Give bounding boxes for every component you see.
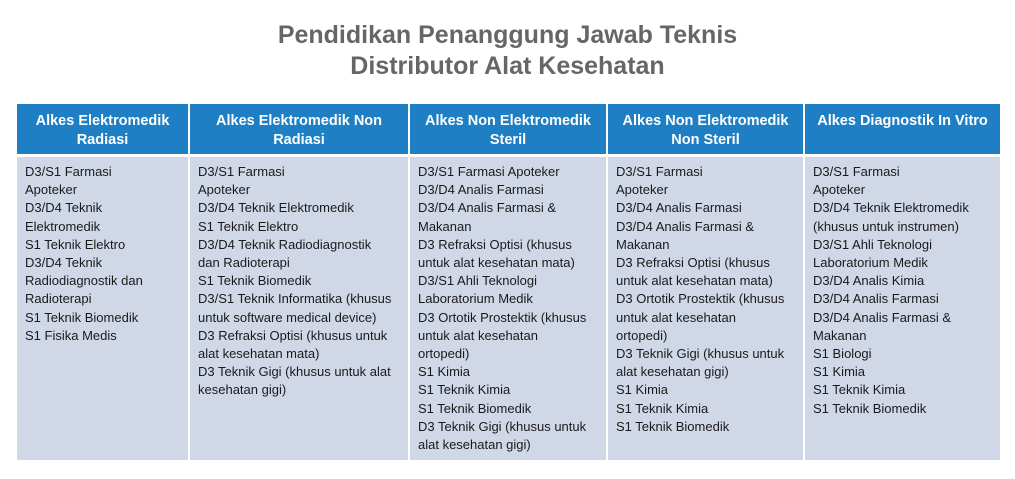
cell-line: S1 Fisika Medis — [25, 327, 117, 343]
cell-line: D3/D4 Teknik — [25, 200, 103, 216]
cell-line: untuk alat kesehatan — [616, 309, 736, 325]
cell-line: D3/S1 Farmasi — [813, 164, 900, 179]
column-header-line: Alkes Elektromedik — [35, 113, 170, 129]
cell-line: D3/S1 Teknik Informatika (khusus — [198, 291, 392, 307]
cell-line: D3 Refraksi Optisi (khusus — [418, 236, 572, 252]
cell-line: D3/D4 Analis Kimia — [813, 273, 925, 289]
table-cell — [607, 156, 804, 461]
cell-line: D3/D4 Teknik Elektromedik — [198, 200, 354, 216]
cell-line: ortopedi) — [616, 327, 668, 343]
cell-line: kesehatan gigi) — [198, 382, 287, 398]
cell-line: S1 Kimia — [616, 382, 669, 398]
cell-line: D3/D4 Teknik Elektromedik — [813, 200, 969, 216]
cell-line: dan Radioterapi — [198, 255, 290, 271]
table-cell — [17, 156, 189, 461]
cell-line: Laboratorium Medik — [418, 291, 533, 307]
column-header — [607, 104, 804, 156]
cell-line: untuk alat kesehatan mata) — [418, 255, 575, 271]
column-header-line: Alkes Non Elektromedik — [622, 113, 789, 129]
cell-line: S1 Teknik Biomedik — [198, 273, 312, 289]
cell-line: D3/D4 Analis Farmasi — [813, 291, 939, 307]
cell-line: Apoteker — [198, 182, 251, 198]
cell-line: D3 Teknik Gigi (khusus untuk — [616, 346, 785, 362]
cell-line: Apoteker — [25, 182, 78, 198]
cell-line: Radioterapi — [25, 291, 92, 307]
column-header — [17, 104, 189, 156]
column-header — [409, 104, 607, 156]
cell-line: Elektromedik — [25, 218, 101, 234]
cell-line: Radiodiagnostik dan — [25, 273, 143, 289]
cell-line: D3 Refraksi Optisi (khusus — [616, 255, 770, 271]
cell-line: D3/D4 Teknik — [25, 255, 103, 271]
cell-line: Laboratorium Medik — [813, 255, 928, 271]
cell-line: alat kesehatan gigi) — [418, 437, 531, 453]
column-header — [804, 104, 1000, 156]
page-title-line-2: Distributor Alat Kesehatan — [350, 52, 665, 80]
cell-line: Makanan — [813, 327, 867, 343]
column-header-line: Radiasi — [76, 132, 129, 148]
cell-line: S1 Teknik Biomedik — [418, 400, 532, 416]
table-cell — [189, 156, 409, 461]
cell-line: D3/D4 Analis Farmasi — [418, 182, 544, 198]
cell-line: (khusus untuk instrumen) — [813, 218, 959, 234]
cell-line: untuk alat kesehatan — [418, 327, 538, 343]
column-header-line: Radiasi — [273, 132, 325, 148]
cell-line: S1 Teknik Elektro — [25, 236, 126, 252]
cell-line: S1 Teknik Kimia — [616, 400, 709, 416]
cell-line: untuk software medical device) — [198, 309, 377, 325]
cell-line: D3/D4 Analis Farmasi & — [616, 218, 754, 234]
page-title — [0, 20, 1015, 82]
table-header-row — [17, 104, 1000, 156]
cell-line: D3/S1 Ahli Teknologi — [418, 273, 538, 289]
column-header-line: Alkes Non Elektromedik — [425, 113, 591, 129]
cell-line: S1 Teknik Biomedik — [616, 418, 730, 434]
cell-line: S1 Kimia — [418, 364, 471, 380]
cell-line: untuk alat kesehatan mata) — [616, 273, 773, 289]
cell-line: D3/D4 Analis Farmasi — [616, 200, 742, 216]
cell-line: Apoteker — [813, 182, 866, 198]
page-title-line-1: Pendidikan Penanggung Jawab Teknis — [277, 21, 738, 49]
cell-line: D3/D4 Analis Farmasi & — [813, 309, 951, 325]
column-header-line: Steril — [489, 132, 527, 148]
cell-line: D3/D4 Analis Farmasi & — [418, 200, 556, 216]
cell-line: alat kesehatan mata) — [198, 346, 320, 362]
cell-line: D3 Teknik Gigi (khusus untuk alat — [198, 364, 391, 380]
table-row — [17, 156, 1000, 461]
cell-line: S1 Teknik Biomedik — [25, 309, 139, 325]
cell-line: D3 Teknik Gigi (khusus untuk — [418, 418, 587, 434]
cell-line: D3 Refraksi Optisi (khusus untuk — [198, 327, 388, 343]
cell-line: S1 Teknik Biomedik — [813, 400, 927, 416]
cell-line: Apoteker — [616, 182, 669, 198]
table-cell — [409, 156, 607, 461]
cell-line: S1 Teknik Kimia — [418, 382, 511, 398]
cell-line: D3/S1 Farmasi — [616, 164, 703, 179]
cell-line: S1 Teknik Elektro — [198, 218, 299, 234]
cell-line: alat kesehatan gigi) — [616, 364, 729, 380]
education-table-grid — [17, 104, 1000, 460]
cell-line: S1 Kimia — [813, 364, 866, 380]
cell-line: D3 Ortotik Prostektik (khusus — [616, 291, 785, 307]
cell-line: D3/S1 Farmasi — [25, 164, 112, 179]
table-cell — [804, 156, 1000, 461]
cell-line: D3/S1 Farmasi Apoteker — [418, 164, 560, 179]
cell-line: D3/S1 Farmasi — [198, 164, 285, 179]
cell-line: Makanan — [616, 236, 670, 252]
cell-line: D3/S1 Ahli Teknologi — [813, 236, 933, 252]
column-header-line: Alkes Elektromedik Non — [216, 113, 382, 129]
column-header — [189, 104, 409, 156]
education-table — [17, 104, 1000, 460]
cell-line: S1 Biologi — [813, 346, 872, 362]
column-header-line: Non Steril — [671, 132, 740, 148]
cell-line: S1 Teknik Kimia — [813, 382, 906, 398]
column-header-line: Alkes Diagnostik In Vitro — [817, 113, 988, 129]
cell-line: D3/D4 Teknik Radiodiagnostik — [198, 236, 372, 252]
cell-line: ortopedi) — [418, 346, 470, 362]
cell-line: Makanan — [418, 218, 472, 234]
cell-line: D3 Ortotik Prostektik (khusus — [418, 309, 587, 325]
